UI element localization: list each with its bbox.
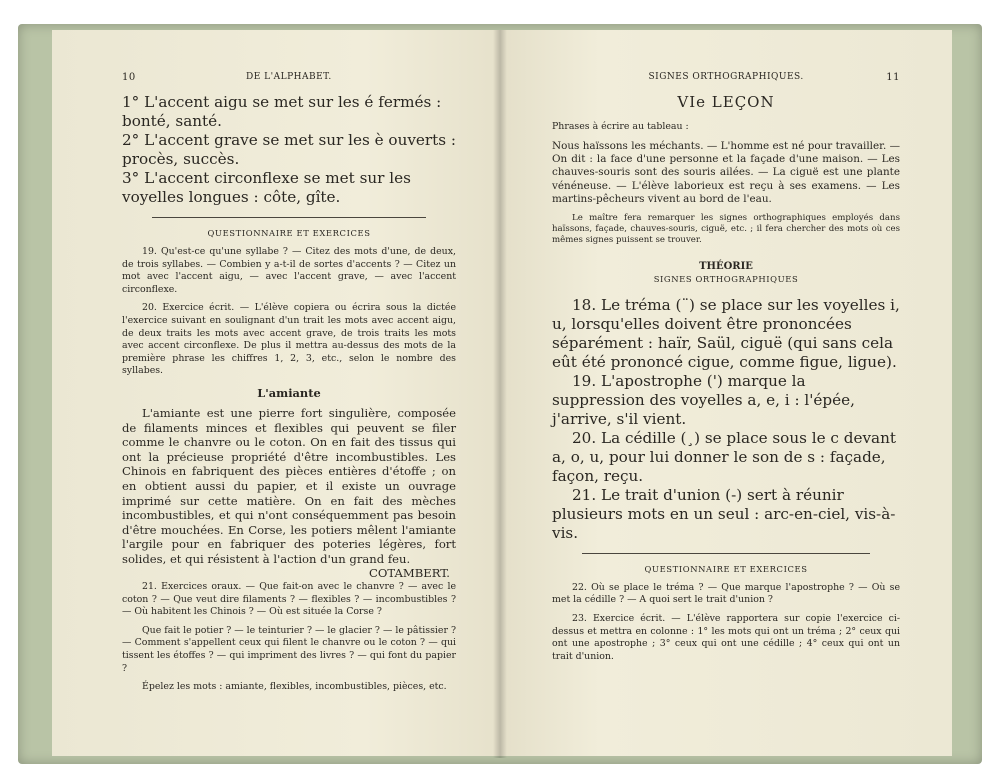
theory-subheading: SIGNES ORTHOGRAPHIQUES (653, 273, 799, 284)
theory-heading: THÉORIE (699, 260, 753, 272)
reading-title: L'amiante (257, 385, 321, 400)
right-page-header (552, 72, 900, 83)
exercise-21-b: Que fait le potier ? — le teinturier ? — le glacier ? — le pâtissier ? — Comment s'appellent ceux qui filent le chanvre ou le coton ? — qui tissent les étoffes ? — qui impriment des livres ? — qui font du papier ? (122, 624, 456, 674)
right-page (500, 30, 952, 756)
section-heading: QUESTIONNAIRE ET EXERCICES (207, 228, 371, 238)
rule-20: 20. La cédille (¸) se place sous le c devant a, o, u, pour lui donner le son de s : façade, façon, reçu. (552, 428, 896, 485)
rule-19: 19. L'apostrophe (') marque la suppression des voyelles a, e, i : l'épée, j'arrive, s'il vient. (552, 371, 855, 428)
running-head: SIGNES ORTHOGRAPHIQUES. (648, 72, 804, 82)
question-22: 22. Où se place le tréma ? — Que marque l'apostrophe ? — Où se met la cédille ? — A quoi sert le trait d'union ? (552, 581, 900, 606)
reading-text: L'amiante est une pierre fort singulière, composée de filaments minces et flexibles qui peuvent se filer comme le chanvre ou le coton. On en fait des tissus qui ont la précieuse propriété d'être incombustibles. Les Chinois en fabriquent des pièces entières d'étoffe ; on en obtient aussi du papier, et il existe un ouvrage imprimé sur cette matière. On en fait des mèches incombustibles, et qui n'ont conséquemment pas besoin d'être mouchées. En Corse, les potiers mêlent l'amiante l'argile pour en fabriquer des poteries légères, fort solides, et qui résistent à l'action d'un grand feu. (122, 405, 456, 566)
exercise-23: 23. Exercice écrit. — L'élève rapportera sur copie l'exercice ci-dessus et mettra en colonne : 1° les mots qui ont un tréma ; 2° ceux qui ont une apostrophe ; 3° ceux qui ont une cédille ; 4° ceux qui ont un trait d'union. (552, 613, 900, 662)
rule-2: 2° L'accent grave se met sur les è ouverts : procès, succès. (122, 131, 457, 168)
rule-1: 1° L'accent aigu se met sur les é fermés : bonté, santé. (122, 93, 442, 130)
page-number: 10 (122, 72, 136, 83)
rule-3: 3° L'accent circonflexe se met sur les voyelles longues : côte, gîte. (122, 169, 411, 206)
left-page-header (122, 72, 456, 83)
question-19: 19. Qu'est-ce qu'une syllabe ? — Citez des mots d'une, de deux, de trois syllabes. — Combien y a-t-il de sortes d'accents ? — Citez un mot avec l'accent aigu, — avec l'accent grave, — avec l'accent circonflexe. (122, 246, 456, 295)
exercise-21: 21. Exercices oraux. — Que fait-on avec le chanvre ? — avec le coton ? — Que veut dire filaments ? — flexibles ? — incombustibles ? — Où habitent les Chinois ? — Où est située la Corse ? (122, 581, 456, 618)
divider (152, 217, 426, 218)
section-heading: QUESTIONNAIRE ET EXERCICES (644, 563, 808, 574)
left-page (52, 30, 500, 756)
book-spine (493, 30, 507, 758)
reading-author: COTAMBERT. (369, 566, 450, 581)
page-number: 11 (886, 72, 900, 83)
rule-18: 18. Le tréma (¨) se place sur les voyelles i, u, lorsqu'elles doivent être prononcées séparément : haïr, Saül, ciguë (qui sans cela eût été prononcé cigue, comme figue, ligue). (552, 295, 900, 371)
phrases-label: Phrases à écrire au tableau : (552, 121, 689, 132)
exercise-21-c: Épelez les mots : amiante, flexibles, incombustibles, pièces, etc. (142, 681, 447, 693)
lesson-title: VIe LEÇON (677, 93, 775, 111)
rule-21: 21. Le trait d'union (-) sert à réunir plusieurs mots en un seul : arc-en-ciel, vis-à-vis. (552, 485, 896, 542)
divider (582, 553, 870, 554)
exercise-20: 20. Exercice écrit. — L'élève copiera ou écrira sous la dictée l'exercice suivant en soulignant d'un trait les mots avec accent aigu, de deux traits les mots avec accent grave, de trois traits les mots avec accent circonflexe. De plus il mettra au-dessus des mots de la première phrase les chiffres 1, 2, 3, etc., selon le nombre des syllabes. (122, 302, 456, 377)
running-head: DE L'ALPHABET. (246, 72, 332, 82)
phrases-text: Nous haïssons les méchants. — L'homme est né pour travailler. — On dit : la face d'une personne et la façade d'une maison. — Les chauves-souris sont des souris ailées. — La ciguë est une plante vénéneuse. — L'élève laborieux est reçu à ses examens. — Les martins-pêcheurs vivent au bord de l'eau. (552, 139, 900, 206)
teacher-note: Le maître fera remarquer les signes orthographiques employés dans haïssons, façade, chauves-souris, ciguë, etc. ; il fera chercher des mots où ces mêmes signes puissent se trouver. (552, 212, 900, 246)
